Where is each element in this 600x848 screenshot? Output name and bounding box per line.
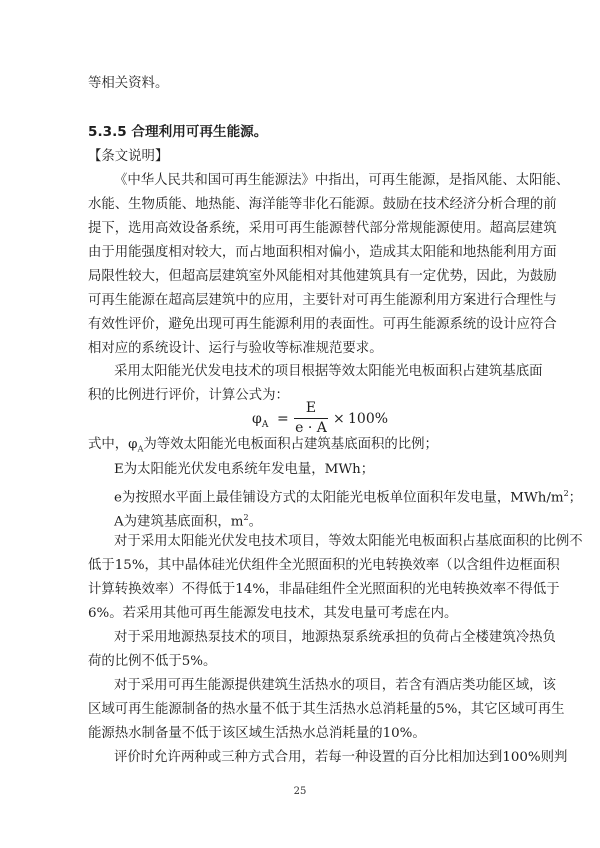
formula-definition-line: A为建筑基底面积，$m^2$。 (114, 513, 262, 530)
formula-lhs: $\varphi_A$ (252, 411, 269, 430)
paragraph-line: 有效性评价，避免出现可再生能源利用的表面性。可再生能源系统的设计应符合 (88, 317, 557, 332)
formula-numerator: E (305, 400, 317, 416)
paragraph-line: 计算转换效率）不得低于14%，非晶硅组件全光照面积的光电转换效率不得低于 (88, 582, 560, 597)
paragraph-line: 评价时允许两种或三种方式合用，若每一种设置的百分比相加达到100%则判 (114, 750, 568, 765)
page-number: 25 (293, 786, 307, 797)
formula-definition-line: e为按照水平面上最佳铺设方式的太阳能光电板单位面积年发电量，MWh/$m^2$； (114, 489, 583, 506)
paragraph-line: 相对应的系统设计、运行与验收等标准规范要求。 (88, 341, 383, 356)
paragraph-line: 对于采用太阳能光伏发电技术项目，等效太阳能光电板面积占基底面积的比例不 (114, 534, 583, 549)
paragraph-line: 提下，选用高效设备系统，采用可再生能源替代部分常规能源使用。超高层建筑 (88, 221, 557, 236)
section-heading: 5.3.5 合理利用可再生能源。 (88, 124, 268, 140)
paragraph-line: 6%。若采用其他可再生能源发电技术，其发电量可考虑在内。 (88, 606, 458, 621)
formula-definition-line: E为太阳能光伏发电系统年发电量，MWh； (114, 462, 375, 477)
paragraph-line: 可再生能源在超高层建筑中的应用，主要针对可再生能源利用方案进行合理性与 (88, 293, 557, 308)
paragraph-line: 采用太阳能光伏发电技术的项目根据等效太阳能光电板面积占建筑基底面 (114, 364, 543, 379)
formula-equals: = (277, 411, 289, 427)
formula-percent: 100% (348, 411, 389, 427)
paragraph-line: 对于采用可再生能源提供建筑生活热水的项目，若含有酒店类功能区域，该 (114, 678, 556, 693)
fraction-bar (294, 418, 328, 419)
paragraph-line: 积的比例进行评价，计算公式为： (88, 388, 289, 403)
paragraph-line: 对于采用地源热泵技术的项目，地源热泵系统承担的负荷占全楼建筑冷热负 (114, 630, 556, 645)
formula-denominator: e · A (295, 420, 327, 436)
formula-times: × (333, 411, 345, 427)
paragraph-line: 区域可再生能源制备的热水量不低于其生活热水总消耗量的5%，其它区域可再生 (88, 702, 565, 717)
formula-fraction (294, 400, 328, 437)
paragraph-line: 等相关资料。 (88, 76, 169, 91)
paragraph-line: 《中华人民共和国可再生能源法》中指出，可再生能源，是指风能、太阳能、 (114, 173, 570, 188)
note-label: 【条文说明】 (88, 149, 169, 164)
paragraph-line: 低于15%，其中晶体硅光伏组件全光照面积的光电转换效率（以含组件边框面积 (88, 558, 560, 573)
paragraph-line: 能源热水制备量不低于该区域生活热水总消耗量的10%。 (88, 726, 426, 741)
paragraph-line: 荷的比例不低于5%。 (88, 654, 217, 669)
formula-definition-line: 式中，$\varphi_A$为等效太阳能光电板面积占建筑基底面积的比例； (88, 437, 438, 454)
paragraph-line: 局限性较大，但超高层建筑室外风能相对其他建筑具有一定优势，因此，为鼓励 (88, 269, 557, 284)
paragraph-line: 水能、生物质能、地热能、海洋能等非化石能源。鼓励在技术经济分析合理的前 (88, 197, 557, 212)
paragraph-line: 由于用能强度相对较大，而占地面积相对偏小，造成其太阳能和地热能利用方面 (88, 245, 557, 260)
